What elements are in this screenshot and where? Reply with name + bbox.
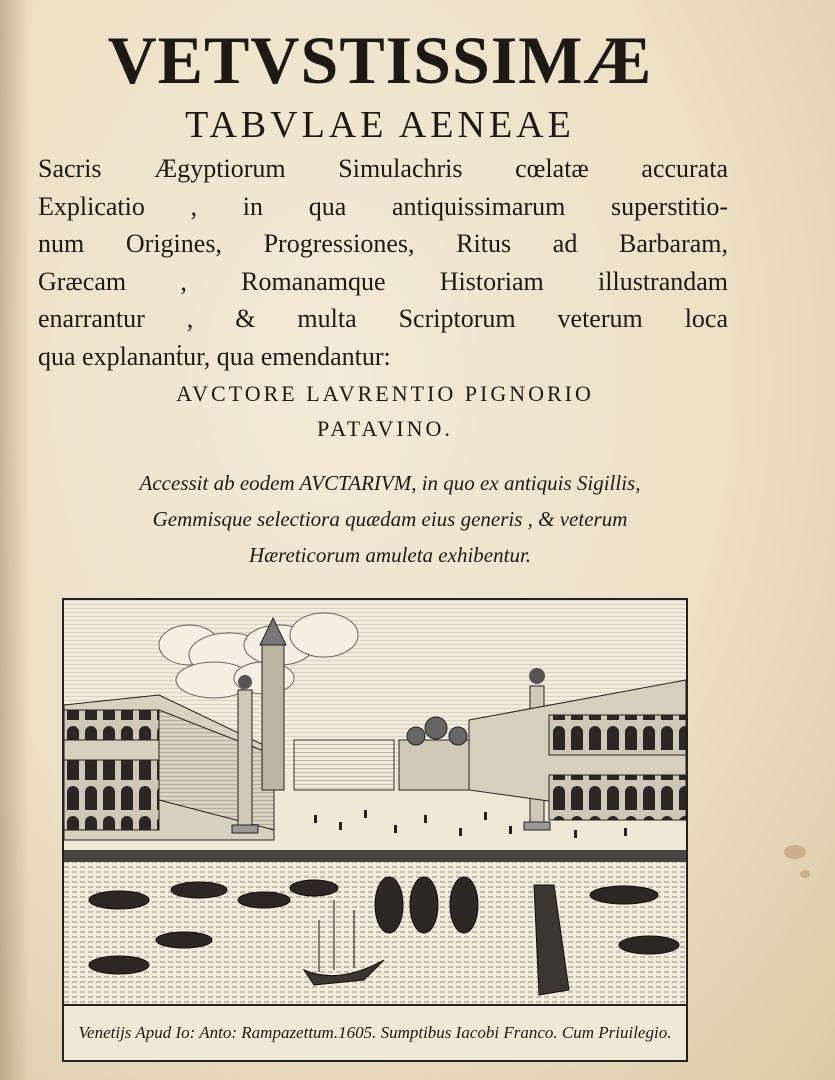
campanile	[260, 618, 286, 790]
body-line: Sacris Ægyptiorum Simulachris cœlatæ accurata	[38, 154, 728, 183]
foxing-spot	[784, 845, 806, 859]
author-line: AVCTORE LAVRENTIO PIGNORIO	[176, 381, 594, 406]
body-line: num Origines, Progressiones, Ritus ad Barbaram,	[38, 229, 728, 258]
engraving-illustration	[64, 600, 686, 1006]
imprint-line: Venetijs Apud Io: Anto: Rampazettum.1605. Sumptibus Iacobi Franco. Cum Priuilegio.	[64, 1004, 686, 1060]
accessit-line: Hæreticorum amuleta exhibentur.	[248, 543, 532, 567]
spine-shadow	[0, 0, 30, 1080]
quay	[64, 850, 686, 862]
author-origin: PATAVINO.	[317, 416, 453, 441]
body-text	[38, 150, 728, 375]
body-line: Explicatio , in qua antiquissimarum superstitio-	[38, 191, 728, 221]
engraving-piazza-san-marco	[62, 598, 688, 1062]
distant-buildings	[294, 740, 394, 790]
body-line: Græcam , Romanamque Historiam illustrandam	[38, 266, 728, 296]
main-title: VETVSTISSIMÆ	[107, 22, 653, 98]
body-line: qua explananṫur, qua emendantur:	[38, 341, 391, 371]
foxing-spot	[800, 870, 810, 878]
body-line: enarrantur , & multa Scriptorum veterum loca	[38, 304, 728, 333]
accessit-note	[40, 465, 740, 573]
sub-title: TABVLAE AENEAE	[185, 104, 575, 146]
accessit-line: Gemmisque selectiora quædam eius generis , & veterum	[152, 507, 628, 531]
lagoon	[64, 862, 686, 1006]
accessit-line: Accessit ab eodem AVCTARIVM, in quo ex antiquis Sigillis,	[139, 471, 641, 495]
